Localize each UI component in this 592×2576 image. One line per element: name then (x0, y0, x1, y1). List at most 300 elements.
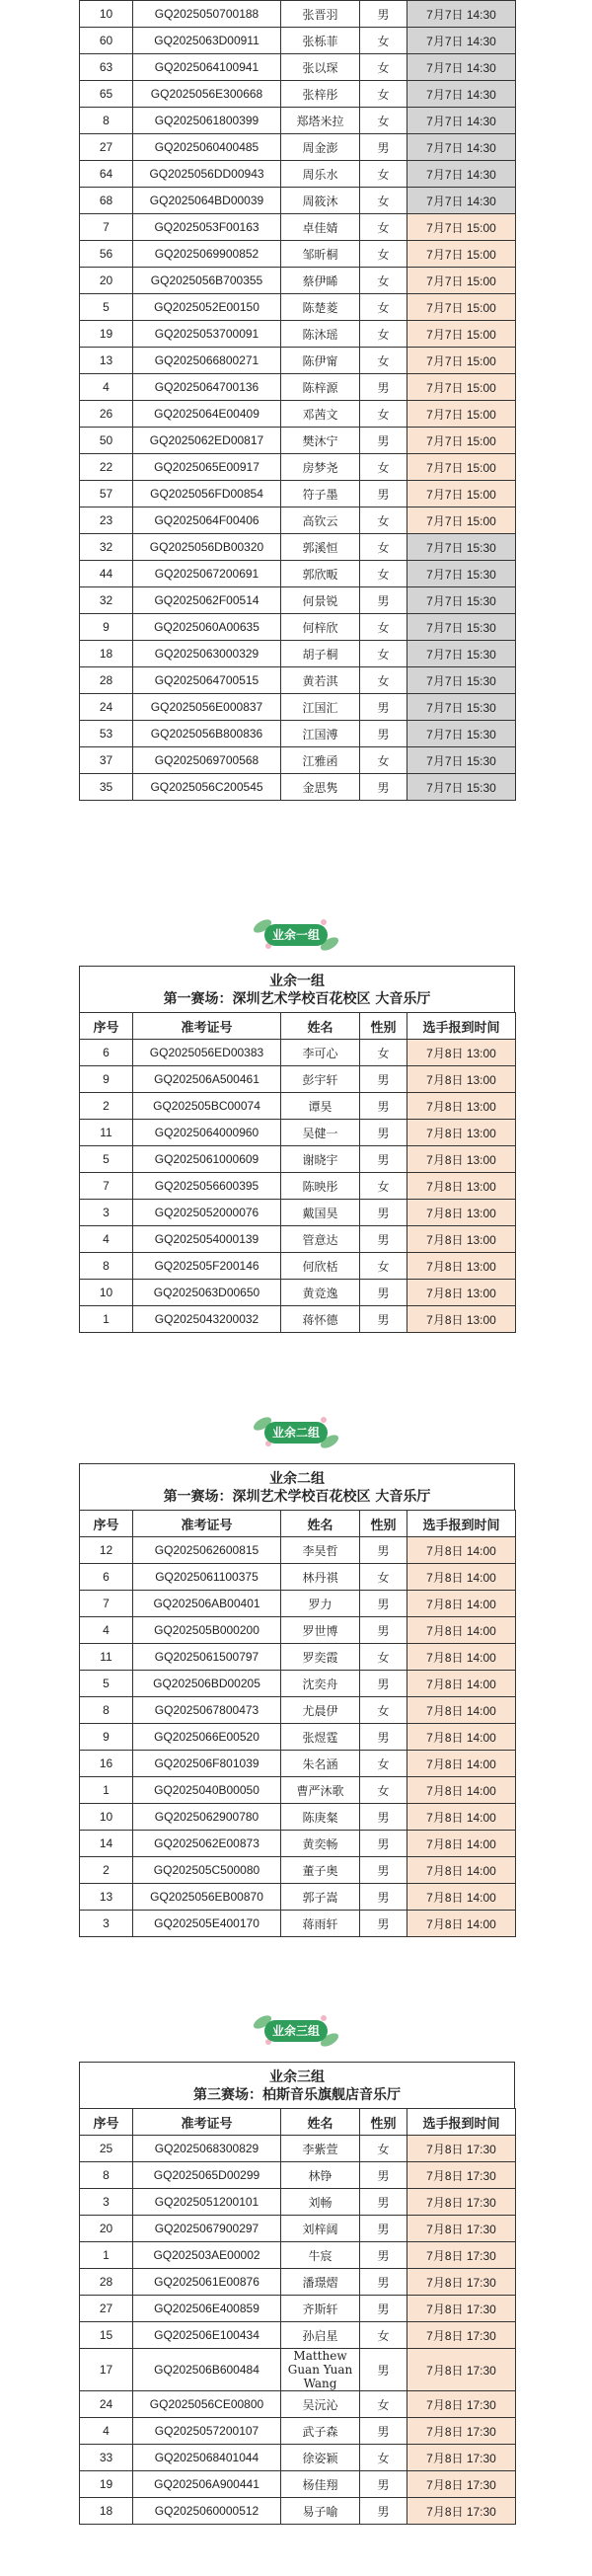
table-row (80, 2498, 516, 2525)
row-index: 15 (80, 2322, 133, 2349)
group1-title: 业余一组 (269, 974, 325, 989)
row-checkin-time: 7月7日 14:30 (407, 108, 516, 134)
row-ticket-id: GQ2025056DD00943 (133, 161, 281, 188)
row-checkin-time: 7月7日 15:30 (407, 614, 516, 641)
row-gender: 女 (360, 161, 407, 188)
table-row (80, 1697, 516, 1724)
row-ticket-id: GQ2025063D00650 (133, 1280, 281, 1306)
row-ticket-id: GQ2025056B800836 (133, 721, 281, 747)
row-index: 10 (80, 1804, 133, 1831)
row-name: 杨佳翔 (281, 2471, 360, 2498)
row-index: 56 (80, 241, 133, 268)
row-checkin-time: 7月7日 14:30 (407, 81, 516, 108)
row-gender: 女 (360, 28, 407, 54)
row-checkin-time: 7月8日 17:30 (407, 2391, 516, 2418)
row-ticket-id: GQ2025060A00635 (133, 614, 281, 641)
row-name: 蔡伊睎 (281, 268, 360, 294)
row-checkin-time: 7月8日 17:30 (407, 2322, 516, 2349)
row-name: 孙启星 (281, 2322, 360, 2349)
group3-table-wrap (79, 2062, 515, 2525)
row-index: 4 (80, 374, 133, 401)
row-ticket-id: GQ2025056CE00800 (133, 2391, 281, 2418)
row-name: 沈奕舟 (281, 1671, 360, 1697)
table-row (80, 721, 516, 747)
row-checkin-time: 7月7日 15:00 (407, 454, 516, 481)
row-ticket-id: GQ2025065E00917 (133, 454, 281, 481)
row-ticket-id: GQ202505F200146 (133, 1253, 281, 1280)
row-index: 44 (80, 561, 133, 587)
row-gender: 女 (360, 1040, 407, 1066)
row-ticket-id: GQ2025061000609 (133, 1146, 281, 1173)
row-index: 8 (80, 1253, 133, 1280)
row-name: 周金澎 (281, 134, 360, 161)
row-ticket-id: GQ2025061100375 (133, 1564, 281, 1591)
table-row (80, 1591, 516, 1617)
row-checkin-time: 7月8日 13:00 (407, 1306, 516, 1333)
row-ticket-id: GQ2025056E300668 (133, 81, 281, 108)
table-row (80, 1306, 516, 1333)
row-index: 4 (80, 1617, 133, 1644)
row-name: 曹严沐歌 (281, 1777, 360, 1804)
row-ticket-id: GQ2025040B00050 (133, 1777, 281, 1804)
row-index: 53 (80, 721, 133, 747)
row-name: 潘璟熠 (281, 2269, 360, 2296)
row-checkin-time: 7月8日 14:00 (407, 1884, 516, 1911)
row-ticket-id: GQ2025064700136 (133, 374, 281, 401)
table-row (80, 2296, 516, 2322)
row-name: 黄竞逸 (281, 1280, 360, 1306)
row-index: 8 (80, 108, 133, 134)
table-row (80, 54, 516, 81)
row-name: 刘梓阔 (281, 2216, 360, 2242)
row-ticket-id: GQ202505E400170 (133, 1911, 281, 1937)
table-row (80, 2216, 516, 2242)
row-ticket-id: GQ2025063D00911 (133, 28, 281, 54)
table-row (80, 534, 516, 561)
group3-badge (247, 2008, 345, 2052)
row-index: 22 (80, 454, 133, 481)
row-gender: 女 (360, 1564, 407, 1591)
row-index: 23 (80, 507, 133, 534)
row-name: 房梦尧 (281, 454, 360, 481)
row-index: 2 (80, 1857, 133, 1884)
row-ticket-id: GQ2025056C200545 (133, 774, 281, 801)
row-checkin-time: 7月8日 17:30 (407, 2471, 516, 2498)
table-row (80, 1, 516, 28)
row-checkin-time: 7月8日 17:30 (407, 2498, 516, 2525)
row-name: 黄若淇 (281, 667, 360, 694)
table-row (80, 428, 516, 454)
row-ticket-id: GQ2025056EB00870 (133, 1884, 281, 1911)
row-checkin-time: 7月7日 15:30 (407, 694, 516, 721)
table-row (80, 108, 516, 134)
row-name: 高钦云 (281, 507, 360, 534)
table-row (80, 1253, 516, 1280)
row-index: 5 (80, 294, 133, 321)
table-row (80, 2242, 516, 2269)
group2-badge (247, 1410, 345, 1453)
row-gender: 男 (360, 774, 407, 801)
header-name: 姓名 (281, 1013, 360, 1040)
table-row (80, 1751, 516, 1777)
table-row (80, 81, 516, 108)
row-index: 1 (80, 1777, 133, 1804)
header-name: 姓名 (281, 1511, 360, 1537)
row-checkin-time: 7月8日 17:30 (407, 2418, 516, 2445)
row-ticket-id: GQ2025053F00163 (133, 214, 281, 241)
row-ticket-id: GQ202506E100434 (133, 2322, 281, 2349)
row-gender: 男 (360, 587, 407, 614)
row-checkin-time: 7月7日 14:30 (407, 54, 516, 81)
row-name: 黄奕畅 (281, 1831, 360, 1857)
table-row (80, 614, 516, 641)
row-checkin-time: 7月7日 14:30 (407, 161, 516, 188)
row-index: 7 (80, 214, 133, 241)
table-row (80, 1093, 516, 1120)
row-gender: 男 (360, 1804, 407, 1831)
table-row (80, 774, 516, 801)
group2-table (79, 1510, 516, 1937)
row-checkin-time: 7月8日 13:00 (407, 1253, 516, 1280)
row-gender: 女 (360, 1697, 407, 1724)
row-checkin-time: 7月8日 14:00 (407, 1671, 516, 1697)
row-index: 64 (80, 161, 133, 188)
group3-title: 业余三组 (269, 2069, 325, 2085)
row-name: 牛宸 (281, 2242, 360, 2269)
row-name: 李紫萱 (281, 2136, 360, 2162)
row-gender: 女 (360, 294, 407, 321)
row-checkin-time: 7月8日 14:00 (407, 1831, 516, 1857)
row-name: 武子森 (281, 2418, 360, 2445)
header-ticket-id: 准考证号 (133, 2109, 281, 2136)
row-gender: 男 (360, 481, 407, 507)
row-checkin-time: 7月7日 15:00 (407, 214, 516, 241)
row-checkin-time: 7月8日 13:00 (407, 1173, 516, 1200)
row-ticket-id: GQ2025056B700355 (133, 268, 281, 294)
row-checkin-time: 7月7日 15:30 (407, 561, 516, 587)
header-checkin-time: 选手报到时间 (407, 1511, 516, 1537)
row-gender: 女 (360, 614, 407, 641)
row-gender: 男 (360, 1831, 407, 1857)
row-ticket-id: GQ2025066800271 (133, 348, 281, 374)
row-checkin-time: 7月8日 13:00 (407, 1146, 516, 1173)
row-ticket-id: GQ2025061500797 (133, 1644, 281, 1671)
row-checkin-time: 7月7日 15:30 (407, 747, 516, 774)
row-name: 周乐水 (281, 161, 360, 188)
group3-table-body (80, 2136, 516, 2525)
row-name: 尤晨伊 (281, 1697, 360, 1724)
row-ticket-id: GQ2025062ED00817 (133, 428, 281, 454)
row-index: 3 (80, 2189, 133, 2216)
row-gender: 男 (360, 2418, 407, 2445)
row-index: 24 (80, 694, 133, 721)
row-index: 8 (80, 1697, 133, 1724)
row-index: 50 (80, 428, 133, 454)
header-index: 序号 (80, 2109, 133, 2136)
row-name: 罗奕霞 (281, 1644, 360, 1671)
row-checkin-time: 7月8日 13:00 (407, 1066, 516, 1093)
row-ticket-id: GQ202505BC00074 (133, 1093, 281, 1120)
group1-badge (247, 912, 345, 956)
row-name: 金思隽 (281, 774, 360, 801)
table-row (80, 321, 516, 348)
row-checkin-time: 7月8日 13:00 (407, 1040, 516, 1066)
row-checkin-time: 7月7日 15:00 (407, 294, 516, 321)
row-gender: 男 (360, 1146, 407, 1173)
top-table-body (80, 1, 516, 801)
row-gender: 男 (360, 1671, 407, 1697)
row-gender: 男 (360, 1911, 407, 1937)
row-name: 李可心 (281, 1040, 360, 1066)
header-checkin-time: 选手报到时间 (407, 1013, 516, 1040)
row-gender: 女 (360, 214, 407, 241)
row-index: 7 (80, 1173, 133, 1200)
table-row (80, 587, 516, 614)
row-checkin-time: 7月8日 13:00 (407, 1226, 516, 1253)
row-index: 4 (80, 2418, 133, 2445)
table-row (80, 694, 516, 721)
row-name: 朱名涵 (281, 1751, 360, 1777)
table-row (80, 1671, 516, 1697)
row-gender: 男 (360, 2498, 407, 2525)
row-gender: 男 (360, 721, 407, 747)
row-gender: 女 (360, 241, 407, 268)
row-ticket-id: GQ2025056ED00383 (133, 1040, 281, 1066)
group2-table-body (80, 1537, 516, 1937)
row-index: 13 (80, 348, 133, 374)
row-ticket-id: GQ2025054000139 (133, 1226, 281, 1253)
row-index: 27 (80, 134, 133, 161)
row-checkin-time: 7月7日 14:30 (407, 134, 516, 161)
row-gender: 男 (360, 1226, 407, 1253)
row-ticket-id: GQ2025057200107 (133, 2418, 281, 2445)
row-name: 张晋羽 (281, 1, 360, 28)
table-row (80, 1280, 516, 1306)
row-index: 32 (80, 534, 133, 561)
table-row (80, 214, 516, 241)
row-name: 张梓彤 (281, 81, 360, 108)
row-ticket-id: GQ202505C500080 (133, 1857, 281, 1884)
row-index: 5 (80, 1671, 133, 1697)
row-index: 11 (80, 1120, 133, 1146)
row-name: 林丹祺 (281, 1564, 360, 1591)
row-gender: 女 (360, 2322, 407, 2349)
table-row (80, 1040, 516, 1066)
table-row (80, 1911, 516, 1937)
row-index: 10 (80, 1, 133, 28)
row-ticket-id: GQ2025069700568 (133, 747, 281, 774)
row-gender: 男 (360, 2269, 407, 2296)
row-ticket-id: GQ2025053700091 (133, 321, 281, 348)
header-gender: 性别 (360, 2109, 407, 2136)
row-ticket-id: GQ2025062900780 (133, 1804, 281, 1831)
row-name: 吴健一 (281, 1120, 360, 1146)
row-index: 9 (80, 614, 133, 641)
row-checkin-time: 7月7日 15:00 (407, 321, 516, 348)
row-index: 24 (80, 2391, 133, 2418)
row-name: 陈楚菱 (281, 294, 360, 321)
row-gender: 男 (360, 134, 407, 161)
table-row (80, 241, 516, 268)
row-checkin-time: 7月7日 15:30 (407, 534, 516, 561)
row-ticket-id: GQ2025065D00299 (133, 2162, 281, 2189)
row-ticket-id: GQ2025056E000837 (133, 694, 281, 721)
table-row (80, 667, 516, 694)
row-index: 32 (80, 587, 133, 614)
row-ticket-id: GQ2025067900297 (133, 2216, 281, 2242)
row-checkin-time: 7月8日 13:00 (407, 1093, 516, 1120)
row-name: 江国汇 (281, 694, 360, 721)
row-ticket-id: GQ2025056DB00320 (133, 534, 281, 561)
table-row (80, 1617, 516, 1644)
row-gender: 男 (360, 1120, 407, 1146)
row-index: 7 (80, 1591, 133, 1617)
row-index: 6 (80, 1040, 133, 1066)
group2-caption (79, 1463, 515, 1510)
group2-venue: 第一赛场：深圳艺术学校百花校区 大音乐厅 (163, 1489, 431, 1505)
row-ticket-id: GQ2025043200032 (133, 1306, 281, 1333)
group2-table-wrap (79, 1463, 515, 1937)
row-name: 邹昕桐 (281, 241, 360, 268)
table-row (80, 374, 516, 401)
row-checkin-time: 7月8日 14:00 (407, 1777, 516, 1804)
header-gender: 性别 (360, 1511, 407, 1537)
table-row (80, 1226, 516, 1253)
row-index: 12 (80, 1537, 133, 1564)
table-row (80, 1537, 516, 1564)
row-ticket-id: GQ2025060400485 (133, 134, 281, 161)
row-checkin-time: 7月8日 17:30 (407, 2162, 516, 2189)
row-index: 19 (80, 321, 133, 348)
table-row (80, 1724, 516, 1751)
row-name: 何梓欣 (281, 614, 360, 641)
row-name: 郭欣畈 (281, 561, 360, 587)
row-index: 10 (80, 1280, 133, 1306)
row-index: 63 (80, 54, 133, 81)
row-name: 胡子桐 (281, 641, 360, 667)
row-ticket-id: GQ2025067200691 (133, 561, 281, 587)
row-ticket-id: GQ2025064F00406 (133, 507, 281, 534)
row-checkin-time: 7月7日 15:00 (407, 507, 516, 534)
row-checkin-time: 7月7日 15:30 (407, 774, 516, 801)
row-name: 江雅函 (281, 747, 360, 774)
row-ticket-id: GQ2025062E00873 (133, 1831, 281, 1857)
row-checkin-time: 7月8日 13:00 (407, 1120, 516, 1146)
header-checkin-time: 选手报到时间 (407, 2109, 516, 2136)
row-gender: 女 (360, 747, 407, 774)
row-index: 11 (80, 1644, 133, 1671)
row-checkin-time: 7月8日 14:00 (407, 1857, 516, 1884)
row-index: 27 (80, 2296, 133, 2322)
row-index: 60 (80, 28, 133, 54)
row-checkin-time: 7月8日 17:30 (407, 2296, 516, 2322)
row-index: 16 (80, 1751, 133, 1777)
table-row (80, 2269, 516, 2296)
table-row (80, 161, 516, 188)
row-name: 刘畅 (281, 2189, 360, 2216)
row-gender: 女 (360, 1644, 407, 1671)
group2-header-row (80, 1511, 516, 1537)
row-gender: 男 (360, 1884, 407, 1911)
row-ticket-id: GQ202506AB00401 (133, 1591, 281, 1617)
row-name: 吴沅沁 (281, 2391, 360, 2418)
row-checkin-time: 7月8日 14:00 (407, 1724, 516, 1751)
group2-title: 业余二组 (269, 1471, 325, 1487)
row-ticket-id: GQ202506A500461 (133, 1066, 281, 1093)
table-row (80, 1120, 516, 1146)
row-index: 37 (80, 747, 133, 774)
row-index: 2 (80, 1093, 133, 1120)
row-gender: 男 (360, 2471, 407, 2498)
row-name: 管意达 (281, 1226, 360, 1253)
table-row (80, 401, 516, 428)
group1-caption (79, 966, 515, 1012)
row-gender: 男 (360, 374, 407, 401)
row-gender: 男 (360, 428, 407, 454)
group2-badge-label: 业余二组 (264, 1422, 328, 1444)
row-checkin-time: 7月8日 17:30 (407, 2349, 516, 2391)
group1-header-row (80, 1013, 516, 1040)
row-gender: 女 (360, 54, 407, 81)
row-checkin-time: 7月8日 14:00 (407, 1617, 516, 1644)
row-index: 8 (80, 2162, 133, 2189)
row-ticket-id: GQ2025066E00520 (133, 1724, 281, 1751)
table-row (80, 28, 516, 54)
row-checkin-time: 7月8日 14:00 (407, 1644, 516, 1671)
row-gender: 女 (360, 1173, 407, 1200)
row-index: 20 (80, 268, 133, 294)
row-ticket-id: GQ2025061E00876 (133, 2269, 281, 2296)
row-gender: 男 (360, 1591, 407, 1617)
row-name: 何景锐 (281, 587, 360, 614)
table-row (80, 507, 516, 534)
row-index: 19 (80, 2471, 133, 2498)
row-checkin-time: 7月8日 14:00 (407, 1537, 516, 1564)
row-index: 4 (80, 1226, 133, 1253)
row-index: 35 (80, 774, 133, 801)
row-index: 9 (80, 1724, 133, 1751)
row-ticket-id: GQ2025062600815 (133, 1537, 281, 1564)
row-index: 28 (80, 667, 133, 694)
row-ticket-id: GQ2025064E00409 (133, 401, 281, 428)
group3-header-row (80, 2109, 516, 2136)
row-gender: 男 (360, 1724, 407, 1751)
row-ticket-id: GQ2025063000329 (133, 641, 281, 667)
row-checkin-time: 7月7日 15:00 (407, 241, 516, 268)
table-row (80, 1173, 516, 1200)
row-gender: 女 (360, 2391, 407, 2418)
row-gender: 男 (360, 1200, 407, 1226)
header-ticket-id: 准考证号 (133, 1013, 281, 1040)
row-gender: 男 (360, 694, 407, 721)
row-name: 蒋雨轩 (281, 1911, 360, 1937)
row-name: 易子喻 (281, 2498, 360, 2525)
row-name: 周筱沐 (281, 188, 360, 214)
row-ticket-id: GQ2025052E00150 (133, 294, 281, 321)
row-gender: 女 (360, 268, 407, 294)
row-name: 陈梓源 (281, 374, 360, 401)
row-ticket-id: GQ2025062F00514 (133, 587, 281, 614)
table-row (80, 294, 516, 321)
row-name: 罗力 (281, 1591, 360, 1617)
row-gender: 男 (360, 1, 407, 28)
group1-table-wrap (79, 966, 515, 1333)
row-index: 5 (80, 1146, 133, 1173)
row-ticket-id: GQ202506B600484 (133, 2349, 281, 2391)
row-ticket-id: GQ2025052000076 (133, 1200, 281, 1226)
row-checkin-time: 7月8日 17:30 (407, 2189, 516, 2216)
row-index: 33 (80, 2445, 133, 2471)
